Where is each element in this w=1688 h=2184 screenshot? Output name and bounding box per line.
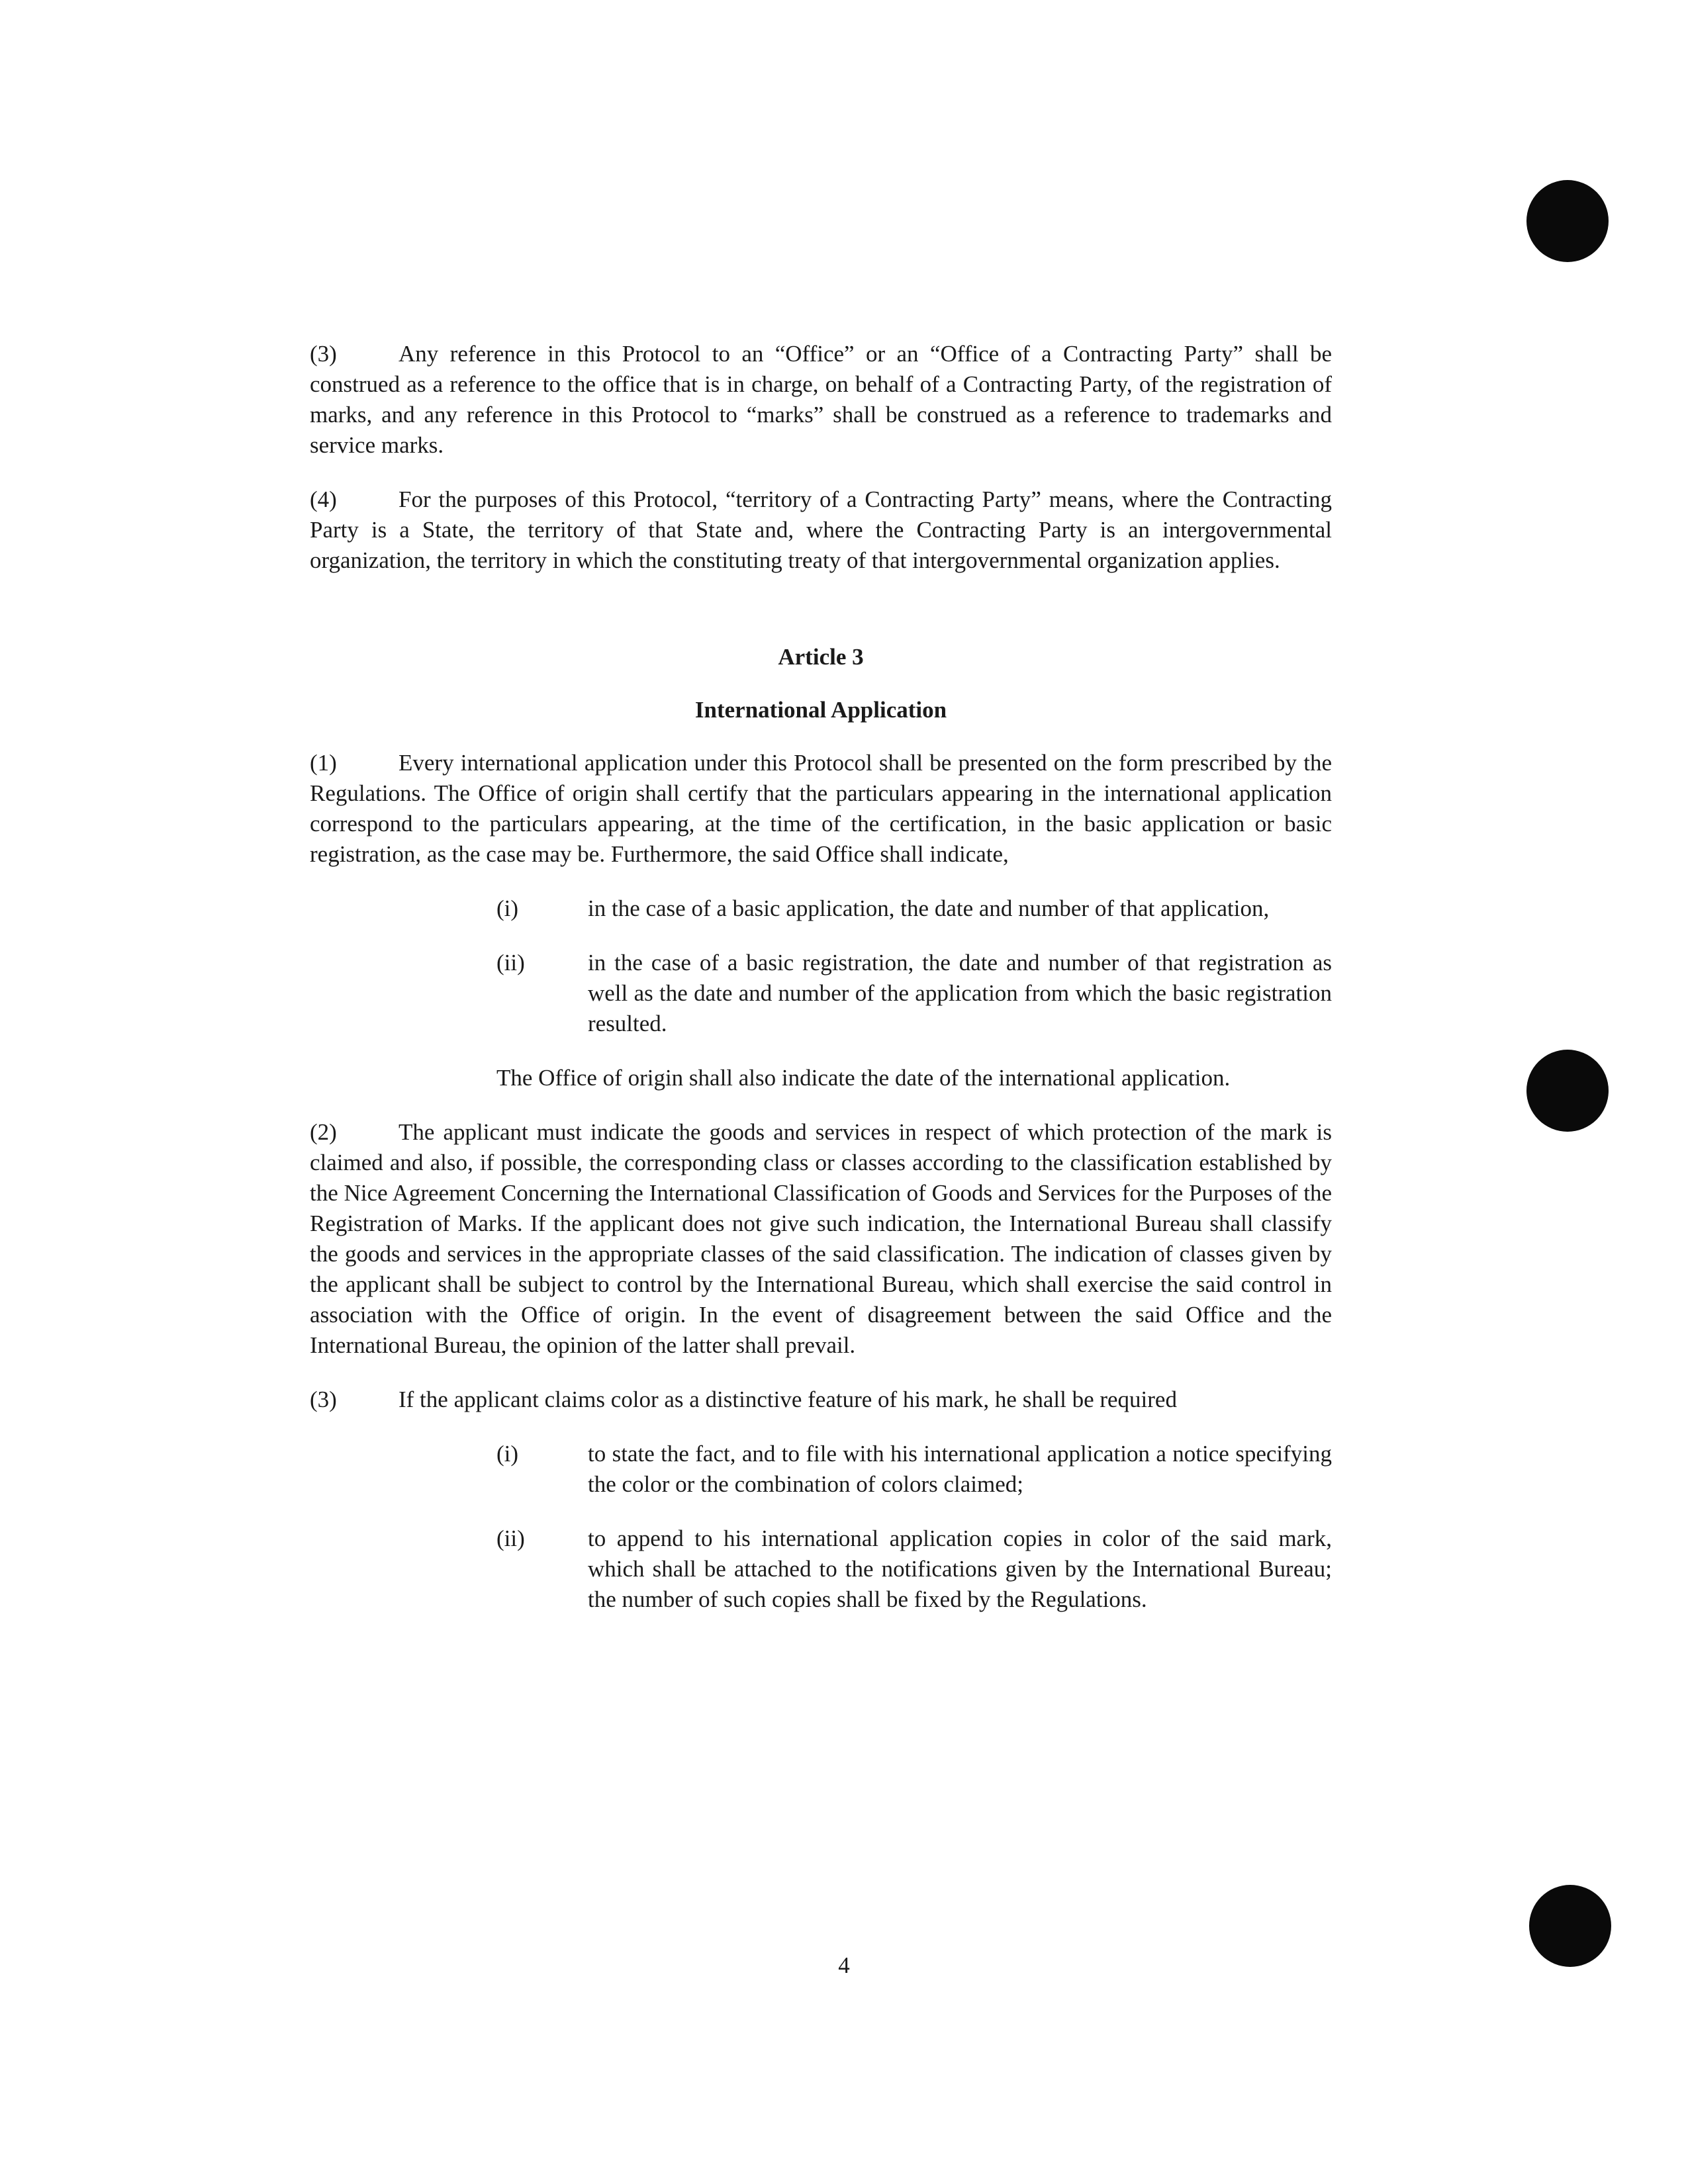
paragraph-text: Any reference in this Protocol to an “Office” or an “Office of a Contracting Party” shall be construed as a reference to the office that is in charge, on behalf of a Contracting Party, of the registration of marks, and any reference in this Protocol to “marks” shall be construed as a reference to trademarks and service marks.	[310, 341, 1332, 458]
item-number: (ii)	[496, 1525, 525, 1551]
punch-hole-top	[1526, 180, 1609, 262]
article3-paragraph-1-closing: The Office of origin shall also indicate the date of the international application.	[496, 1065, 1231, 1091]
item-text: to append to his international application copies in color of the said mark, which shall be attached to the notifications given by the International Bureau; the number of such copies shall be fixed by the Regulations.	[588, 1525, 1332, 1612]
article3-paragraph-1-items	[310, 893, 1332, 1039]
paragraph-number: (4)	[310, 486, 337, 512]
item-number: (ii)	[496, 950, 525, 976]
paragraph-text: If the applicant claims color as a distinctive feature of his mark, he shall be required	[399, 1387, 1177, 1412]
list-item	[310, 948, 1332, 1039]
paragraph-text: The applicant must indicate the goods and services in respect of which protection of the mark is claimed and also, if possible, the corresponding class or classes according to the classification established by the Nice Agreement Concerning the International Classification of Goods and Services for the Purposes of the Registration of Marks. If the applicant does not give such indication, the International Bureau shall classify the goods and services in the appropriate classes of the said classification. The indication of classes given by the applicant shall be subject to control by the International Bureau, which shall exercise the said control in association with the Office of origin. In the event of disagreement between the said Office and the International Bureau, the opinion of the latter shall prevail.	[310, 1119, 1332, 1358]
paragraph-number: (3)	[310, 1387, 337, 1412]
article3-paragraph-2	[310, 1117, 1332, 1361]
list-item	[310, 1524, 1332, 1615]
paragraph-3	[310, 339, 1332, 461]
document-body	[310, 339, 1332, 1639]
article-heading: Article 3	[778, 644, 864, 670]
item-text: in the case of a basic registration, the date and number of that registration as well as the date and number of the application from which the basic registration resulted.	[588, 950, 1332, 1036]
list-item	[310, 893, 1332, 924]
article-title: International Application	[694, 697, 947, 723]
paragraph-number: (2)	[310, 1119, 337, 1145]
paragraph-number: (1)	[310, 750, 337, 776]
item-text: to state the fact, and to file with his international application a notice specifying the color or the combination of colors claimed;	[588, 1441, 1332, 1497]
punch-hole-middle	[1526, 1050, 1609, 1132]
paragraph-number: (3)	[310, 341, 337, 367]
paragraph-text: Every international application under this Protocol shall be presented on the form prescribed by the Regulations. The Office of origin shall certify that the particulars appearing in the international application correspond to the particulars appearing, at the time of the certification, in the basic application or basic registration, as the case may be. Furthermore, the said Office shall indicate,	[310, 750, 1332, 867]
article3-paragraph-3	[310, 1385, 1332, 1415]
page-number: 4	[838, 1952, 850, 1978]
article3-paragraph-3-items	[310, 1439, 1332, 1615]
paragraph-text: For the purposes of this Protocol, “territory of a Contracting Party” means, where the Contracting Party is a State, the territory of that State and, where the Contracting Party is an intergovernmental organization, the territory in which the constituting treaty of that intergovernmental organization applies.	[310, 486, 1332, 573]
paragraph-4	[310, 484, 1332, 576]
list-item	[310, 1439, 1332, 1500]
item-text: in the case of a basic application, the date and number of that application,	[588, 895, 1270, 921]
item-number: (i)	[496, 1441, 519, 1467]
article3-paragraph-1	[310, 748, 1332, 870]
item-number: (i)	[496, 895, 519, 921]
